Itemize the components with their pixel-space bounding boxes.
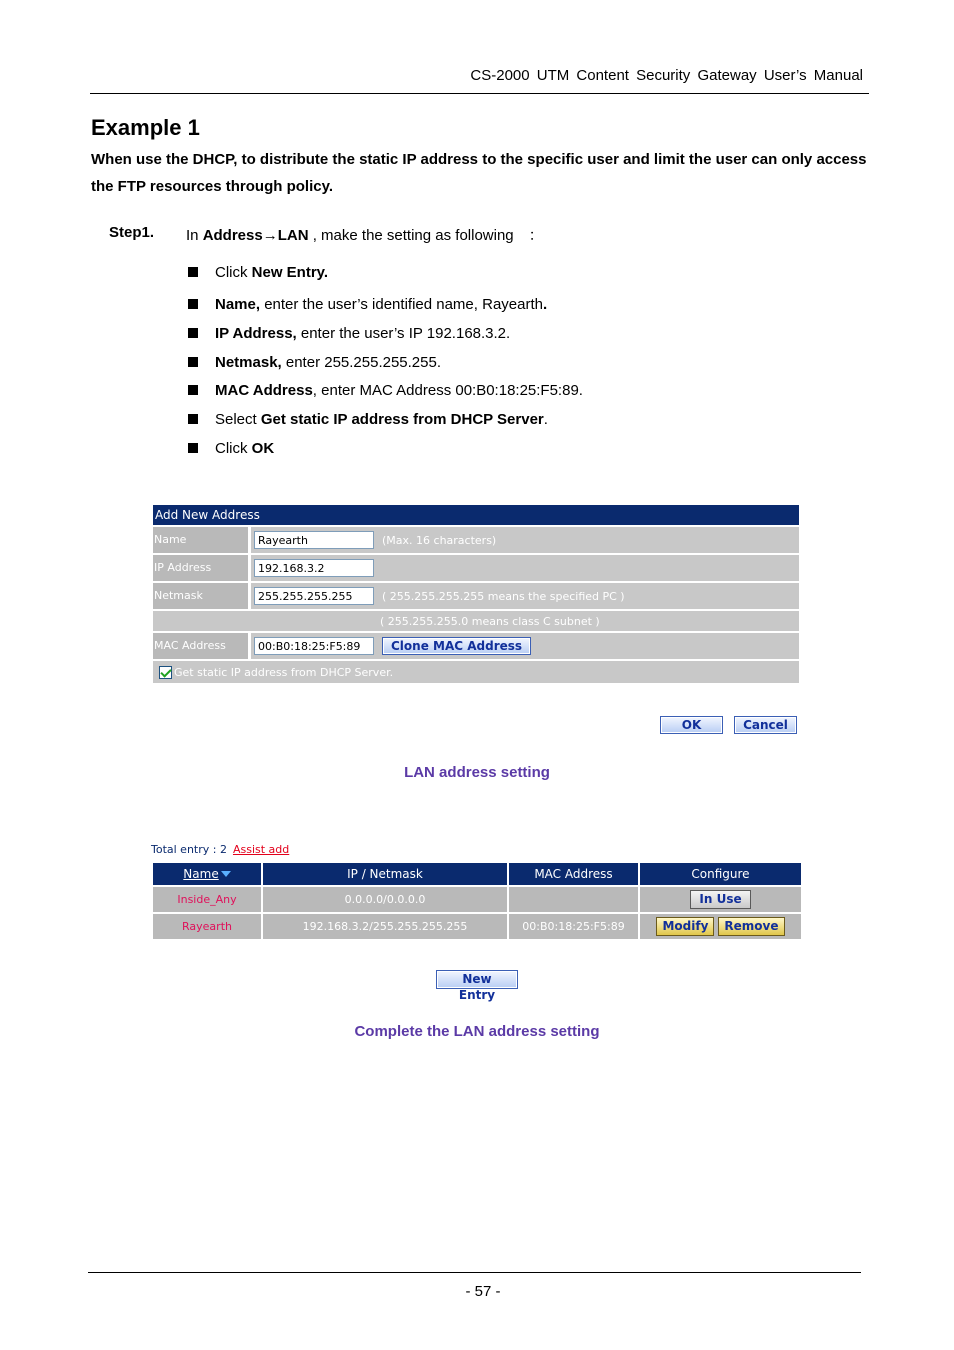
name-input[interactable]: Rayearth — [254, 531, 374, 549]
row-ip-netmask: 192.168.3.2/255.255.255.255 — [263, 914, 507, 939]
bullet-square-icon — [188, 267, 198, 277]
in-use-button[interactable]: In Use — [690, 890, 750, 909]
row-name: Rayearth — [153, 914, 261, 939]
row-ip-netmask: 0.0.0.0/0.0.0.0 — [263, 887, 507, 912]
bullet-bold: New Entry. — [251, 264, 329, 281]
name-label: Name — [153, 527, 251, 553]
step-suffix: , make the setting as following ： — [308, 227, 544, 244]
bullet-text: enter the user’s IP 192.168.3.2. — [296, 325, 511, 342]
bullet-text: Click — [215, 264, 252, 281]
manual-title: CS-2000 UTM Content Security Gateway User’s Manual — [470, 67, 863, 84]
mac-address-input[interactable]: 00:B0:18:25:F5:89 — [254, 637, 374, 655]
netmask-row — [153, 583, 799, 609]
row-mac: 00:B0:18:25:F5:89 — [509, 914, 638, 939]
row-mac — [509, 887, 638, 912]
bullet-item — [188, 354, 441, 371]
remove-button[interactable]: Remove — [718, 917, 784, 936]
name-value-cell — [251, 527, 799, 553]
step-path-lan: LAN — [277, 227, 309, 244]
total-entry — [151, 843, 289, 856]
ip-value-cell — [251, 555, 799, 581]
bullet-text: enter 255.255.255.255. — [281, 354, 442, 371]
sort-down-icon[interactable] — [221, 871, 231, 877]
cancel-button[interactable]: Cancel — [734, 716, 797, 734]
table-header-row — [153, 863, 801, 885]
bullet-square-icon — [188, 357, 198, 367]
step-path-address: Address — [202, 227, 263, 244]
bullet-bold: OK — [251, 440, 275, 457]
row-configure — [640, 914, 801, 939]
bullet-bold: IP Address, — [215, 325, 297, 342]
bullet-square-icon — [188, 299, 198, 309]
netmask-hint2: ( 255.255.255.0 means class C subnet ) — [380, 614, 600, 628]
example-lead: When use the DHCP, to distribute the static IP address to the specific user and limit the user can only access the FTP resources through policy. — [91, 151, 867, 195]
mac-value-cell — [251, 633, 799, 659]
modify-button[interactable]: Modify — [656, 917, 714, 936]
bullet-item — [188, 296, 547, 313]
name-row — [153, 527, 799, 553]
row-name: Inside_Any — [153, 887, 261, 912]
column-header-configure: Configure — [640, 863, 801, 885]
column-header-name[interactable] — [153, 863, 261, 885]
new-entry-button[interactable]: New Entry — [436, 970, 518, 989]
bullet-item — [188, 440, 274, 457]
total-entry-label: Total entry : 2 — [151, 843, 227, 856]
netmask-hint: ( 255.255.255.255 means the specified PC ) — [382, 589, 625, 603]
bullet-bold: MAC Address — [215, 382, 313, 399]
step-label: Step1. — [109, 224, 155, 241]
bullet-text: , enter MAC Address 00:B0:18:25:F5:89. — [312, 382, 583, 399]
bullet-bold: Netmask, — [215, 354, 282, 371]
form-title: Add New Address — [153, 505, 799, 525]
assist-add-link[interactable]: Assist add — [232, 843, 290, 856]
netmask-input[interactable]: 255.255.255.255 — [254, 587, 374, 605]
ip-label: IP Address — [153, 555, 251, 581]
bullet-bold: . — [542, 296, 548, 313]
figure-caption: LAN address setting — [404, 764, 550, 781]
column-header-mac: MAC Address — [509, 863, 638, 885]
ip-address-input[interactable]: 192.168.3.2 — [254, 559, 374, 577]
step-instruction — [186, 224, 544, 245]
ok-button[interactable]: OK — [660, 716, 723, 734]
bullet-text: Click — [215, 440, 252, 457]
table-row — [153, 887, 801, 912]
bullet-item — [188, 264, 328, 281]
add-address-form — [153, 505, 799, 683]
netmask-hint-row — [153, 611, 799, 631]
mac-label: MAC Address — [153, 633, 251, 659]
column-header-ip: IP / Netmask — [263, 863, 507, 885]
dhcp-checkbox[interactable] — [159, 666, 172, 679]
clone-mac-button[interactable]: Clone MAC Address — [382, 637, 531, 655]
header-divider — [90, 93, 869, 94]
step-arrow: → — [262, 227, 278, 244]
bullet-square-icon — [188, 385, 198, 395]
page-number: - 57 - — [465, 1283, 501, 1300]
address-table — [153, 863, 801, 941]
netmask-hint2-cell — [153, 611, 799, 631]
mac-row — [153, 633, 799, 659]
bullet-square-icon — [188, 328, 198, 338]
figure-caption: Complete the LAN address setting — [354, 1023, 600, 1040]
footer-divider — [88, 1272, 861, 1273]
step-prefix: In — [186, 227, 203, 244]
netmask-label: Netmask — [153, 583, 251, 609]
row-configure — [640, 887, 801, 912]
bullet-item — [188, 411, 548, 428]
dhcp-cell — [153, 661, 799, 683]
dhcp-row — [153, 661, 799, 683]
bullet-bold: Get static IP address from DHCP Server — [260, 411, 544, 428]
bullet-square-icon — [188, 443, 198, 453]
example-heading: Example 1 — [91, 115, 200, 140]
bullet-square-icon — [188, 414, 198, 424]
netmask-value-cell — [251, 583, 799, 609]
ip-row — [153, 555, 799, 581]
bullet-text: Select — [215, 411, 261, 428]
dhcp-checkbox-label: Get static IP address from DHCP Server. — [174, 665, 394, 679]
bullet-bold: Name, — [215, 296, 261, 313]
bullet-item — [188, 325, 510, 342]
name-hint: (Max. 16 characters) — [382, 533, 497, 547]
column-header-name-label[interactable]: Name — [183, 867, 219, 881]
bullet-item — [188, 382, 583, 399]
bullet-text: . — [543, 411, 548, 428]
table-row — [153, 914, 801, 939]
bullet-text: enter the user’s identified name, Rayearth — [260, 296, 543, 313]
